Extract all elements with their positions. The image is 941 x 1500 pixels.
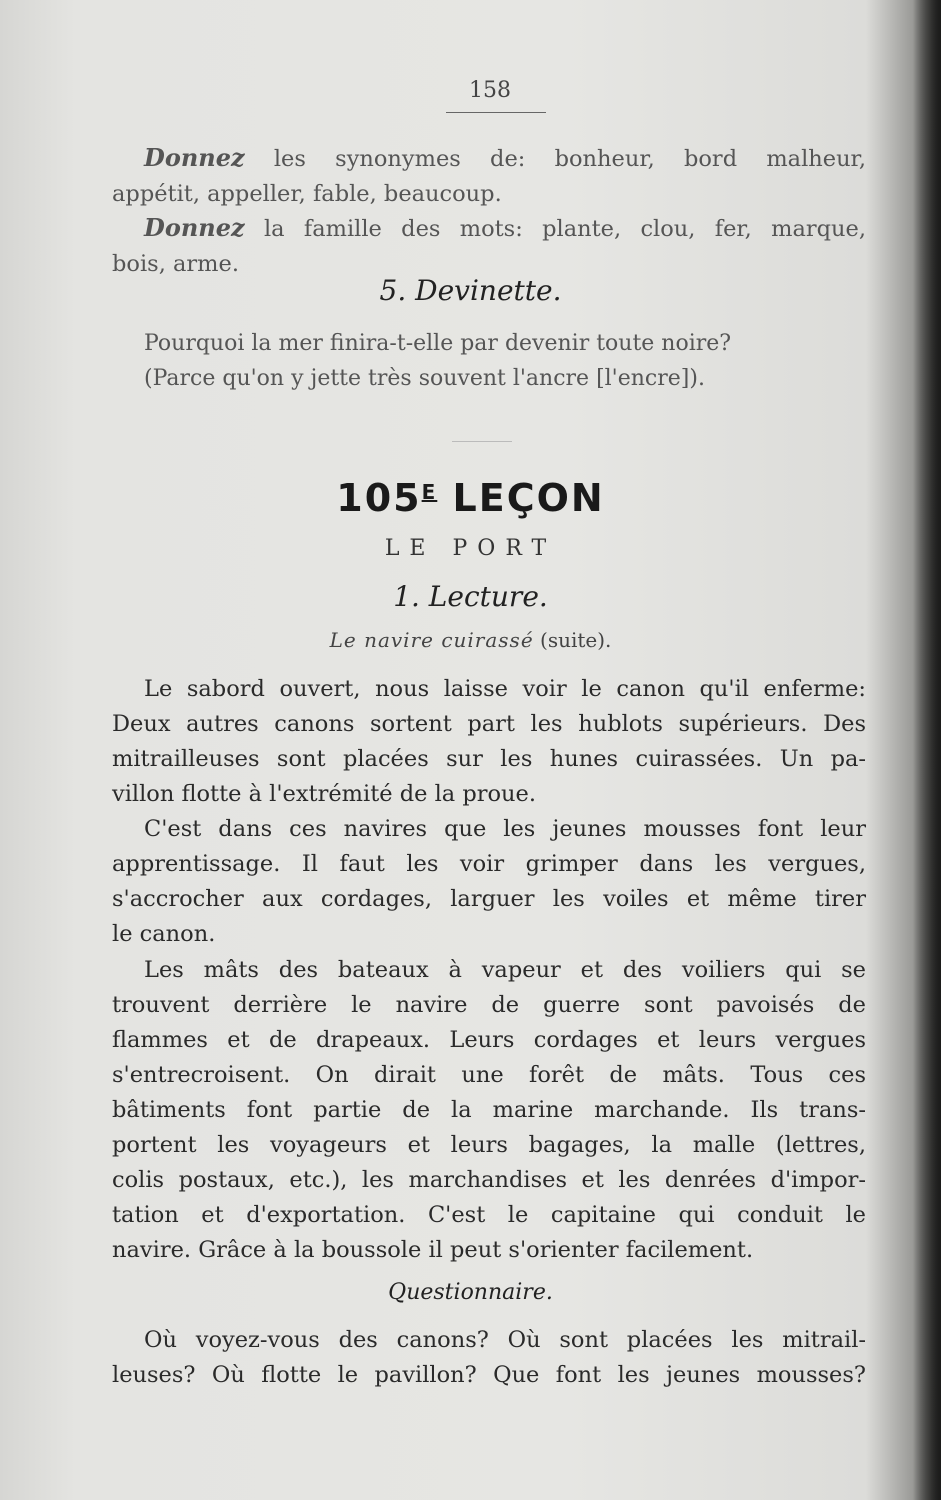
exercise-line: appétit, appeller, fable, beaucoup. <box>112 181 502 207</box>
lesson-ordinal: E <box>421 480 438 504</box>
lesson-number: 105 <box>336 476 422 520</box>
questionnaire-title: Questionnaire. <box>388 1280 553 1305</box>
lesson-title <box>0 476 941 520</box>
text-line: C'est dans ces navires que les jeunes mousses font leur <box>144 816 866 842</box>
riddle-line: (Parce qu'on y jette très souvent l'ancre [l'encre]). <box>144 366 705 391</box>
page-number: 158 <box>469 78 511 103</box>
exercise-line <box>112 140 866 177</box>
text-line: le canon. <box>112 921 216 947</box>
reading-paragraph-1 <box>112 672 866 812</box>
exercise-line: bois, arme. <box>112 251 239 277</box>
question-line: Où voyez-vous des canons? Où sont placées les mitrail- <box>144 1327 866 1353</box>
question-line: leuses? Où flotte le pavillon? Que font les jeunes mousses? <box>112 1362 866 1388</box>
exercise-text: les synonymes de: bonheur, bord malheur, <box>273 146 866 172</box>
exercise-synonyms <box>112 140 866 212</box>
text-line: Deux autres canons sortent part les hublots supérieurs. Des <box>112 711 866 737</box>
text-line: navire. Grâce à la boussole il peut s'orienter facilement. <box>112 1237 754 1263</box>
devinette-text <box>112 326 866 396</box>
text-line: colis postaux, etc.), les marchandises et les denrées d'impor- <box>112 1167 866 1193</box>
reading-subtitle-plain: (suite). <box>540 628 612 652</box>
exercise-lead: Donnez <box>144 213 245 242</box>
reading-subtitle-italic: Le navire cuirassé <box>329 628 534 652</box>
reading-title: 1. Lecture. <box>393 580 548 613</box>
text-line: apprentissage. Il faut les voir grimper dans les vergues, <box>112 851 866 877</box>
text-line: Le sabord ouvert, nous laisse voir le canon qu'il enferme: <box>144 676 866 702</box>
reading-paragraph-2 <box>112 812 866 952</box>
lesson-word: LEÇON <box>452 476 605 520</box>
questionnaire-text <box>112 1323 866 1393</box>
text-line: mitrailleuses sont placées sur les hunes cuirassées. Un pa- <box>112 746 866 772</box>
text-line: bâtiments font partie de la marine marchande. Ils trans- <box>112 1097 866 1123</box>
text-line: trouvent derrière le navire de guerre sont pavoisés de <box>112 992 866 1018</box>
text-line: s'accrocher aux cordages, larguer les voiles et même tirer <box>112 886 866 912</box>
text-line: villon flotte à l'extrémité de la proue. <box>112 781 536 807</box>
exercise-family <box>112 210 866 282</box>
page-number-rule <box>446 112 546 113</box>
section-separator <box>452 441 512 442</box>
text-line: tation et d'exportation. C'est le capitaine qui conduit le <box>112 1202 866 1228</box>
exercise-line <box>112 210 866 247</box>
lesson-subtitle: LE PORT <box>384 536 557 561</box>
book-spine-shadow <box>913 0 941 1500</box>
exercise-text: la famille des mots: plante, clou, fer, marque, <box>263 216 867 242</box>
text-line: Les mâts des bateaux à vapeur et des voiliers qui se <box>144 957 866 983</box>
text-line: portent les voyageurs et leurs bagages, la malle (lettres, <box>112 1132 866 1158</box>
exercise-lead: Donnez <box>144 143 245 172</box>
text-line: flammes et de drapeaux. Leurs cordages et leurs vergues <box>112 1027 866 1053</box>
devinette-title: 5. Devinette. <box>379 274 562 307</box>
reading-paragraph-3 <box>112 953 866 1268</box>
text-line: s'entrecroisent. On dirait une forêt de mâts. Tous ces <box>112 1062 866 1088</box>
reading-subtitle <box>0 628 941 652</box>
riddle-line: Pourquoi la mer finira-t-elle par devenir toute noire? <box>144 331 732 356</box>
